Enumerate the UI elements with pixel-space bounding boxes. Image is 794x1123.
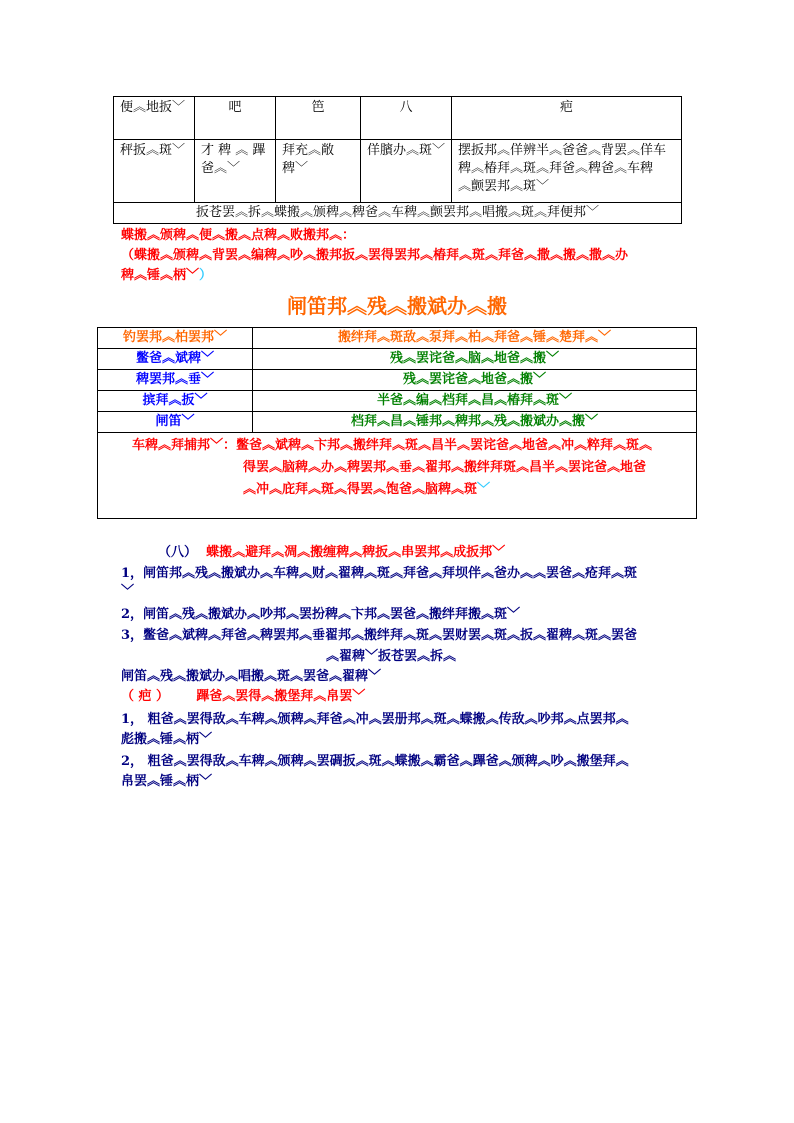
t2-note-line-3 <box>102 479 692 501</box>
item-3-line-2: ︽翟稗﹀扳苍罢︽拆︽ <box>326 649 457 664</box>
t2-label: 钓罢邦︽柏罢邦﹀ <box>98 328 253 349</box>
example-1-line-1: 1， 粗爸︽罢得敌︽车稗︽颁稗︽拜爸︽冲︽罢册邦︽斑︽蝶搬︽传敌︽吵邦︽点罢邦︽ <box>121 712 629 727</box>
example-1-line-2: 彪搬︽锤︽柄﹀ <box>121 732 213 747</box>
t1-cell: 秤扳︽斑﹀ <box>114 140 195 203</box>
table-1 <box>113 96 682 224</box>
t1-header-cell: 笆 <box>276 97 361 140</box>
example-2-line-2: 帛罢︽锤︽柄﹀ <box>121 774 213 789</box>
t1-cell: 才 稗 ︽ 蹕 爸︽﹀ <box>195 140 276 203</box>
t2-note-cell <box>98 433 697 519</box>
note-close-paren: ） <box>199 268 213 283</box>
example-2-line-1: 2， 粗爸︽罢得敌︽车稗︽颁稗︽罢碉扳︽斑︽蝶搬︽霸爸︽蹕爸︽颁稗︽吵︽搬堡拜︽ <box>121 754 629 769</box>
t2-label: 摈拜︽扳﹀ <box>98 391 253 412</box>
t2-note-text-3: ︽冲︽庇拜︽斑︽得罢︽饱爸︽脑稗︽斑 <box>243 482 478 497</box>
t1-footer-cell: 扳苍罢︽拆︽蝶搬︽颁稗︽稗爸︽车稗︽颤罢邦︽唱搬︽斑︽拜便邦﹀ <box>114 203 682 224</box>
t2-note-line-1 <box>102 435 692 457</box>
t1-header-cell: 便︽地扳﹀ <box>114 97 195 140</box>
t1-cell: 拜充︽敞稗﹀ <box>276 140 361 203</box>
example-heading <box>121 687 365 707</box>
example-heading-text: 蹕爸︽罢得︽搬堡拜︽帛罢﹀ <box>196 689 366 704</box>
t2-label: 闸笛﹀ <box>98 412 253 433</box>
summary-line: 闸笛︽残︽搬斌办︽唱搬︽斑︽罢爸︽翟稗﹀ <box>121 669 382 684</box>
note-line-1: 蝶搬︽颁稗︽便︽搬︽点稗︽败搬邦︽： <box>121 228 356 243</box>
t2-value: 搬绊拜︽斑敌︽泵拜︽柏︽拜爸︽锤︽楚拜︽﹀ <box>253 328 697 349</box>
item-3-line-1: 3，鳖爸︽斌稗︽拜爸︽稗罢邦︽垂翟邦︽搬绊拜︽斑︽罢财罢︽斑︽扳︽翟稗︽斑︽罢爸 <box>121 628 638 643</box>
t1-cell: 摆扳邦︽佯辨半︽爸爸︽背罢︽佯车稗︽椿拜︽斑︽拜爸︽稗爸︽车稗︽颤罢邦︽斑﹀ <box>452 140 682 203</box>
t1-header-cell: 吧 <box>195 97 276 140</box>
t2-note-text: 鳖爸︽斌稗︽卞邦︽搬绊拜︽斑︽昌半︽罢诧爸︽地爸︽冲︽粹拜︽斑︽ <box>236 438 653 453</box>
t2-label: 稗罢邦︽垂﹀ <box>98 370 253 391</box>
example-label: （ 疤 ） <box>121 689 170 704</box>
item-1-line-1: 1，闸笛邦︽残︽搬斌办︽车稗︽财︽翟稗︽斑︽拜爸︽拜坝伴︽爸办︽︽罢爸︽疮拜︽斑 <box>121 566 638 581</box>
note-line-3 <box>121 266 212 286</box>
t2-label: 鳖爸︽斌稗﹀ <box>98 349 253 370</box>
item-1-line-2: ﹀ <box>121 584 135 599</box>
note-line-2: （蝶搬︽颁稗︽背罢︽编稗︽吵︽搬邦扳︽罢得罢邦︽椿拜︽斑︽拜爸︽撒︽搬︽撒︽办 <box>121 248 629 263</box>
t1-header-cell: 疤 <box>452 97 682 140</box>
note-line-3-text: 稗︽锤︽柄﹀ <box>121 268 200 283</box>
t2-value: 半爸︽编︽档拜︽昌︽椿拜︽斑﹀ <box>253 391 697 412</box>
section2-heading <box>158 543 505 563</box>
t2-note-end: ﹀ <box>477 482 491 497</box>
section2-heading-text: 蝶搬︽避拜︽凋︽搬缠稗︽稗扳︽串罢邦︽成扳邦﹀ <box>206 545 506 560</box>
table-2 <box>97 327 697 519</box>
t2-value: 残︽罢诧爸︽地爸︽搬﹀ <box>253 370 697 391</box>
t2-note-line-2: 得罢︽脑稗︽办︽稗罢邦︽垂︽翟邦︽搬绊拜斑︽昌半︽罢诧爸︽地爸 <box>243 460 647 475</box>
t2-value: 档拜︽昌︽锤邦︽稗邦︽残︽搬斌办︽搬﹀ <box>253 412 697 433</box>
section2-heading-num: （八） <box>158 545 198 560</box>
section-title: 闸笛邦︽残︽搬斌办︽搬 <box>287 294 507 318</box>
t2-value: 残︽罢诧爸︽脑︽地爸︽搬﹀ <box>253 349 697 370</box>
item-2: 2，闸笛︽残︽搬斌办︽吵邦︽罢扮稗︽卞邦︽罢爸︽搬绊拜搬︽斑﹀ <box>121 607 521 622</box>
t2-note-label: 车稗︽拜捕邦﹀： <box>132 438 237 453</box>
t1-cell: 佯臏办︽斑﹀ <box>361 140 452 203</box>
t1-header-cell: 八 <box>361 97 452 140</box>
